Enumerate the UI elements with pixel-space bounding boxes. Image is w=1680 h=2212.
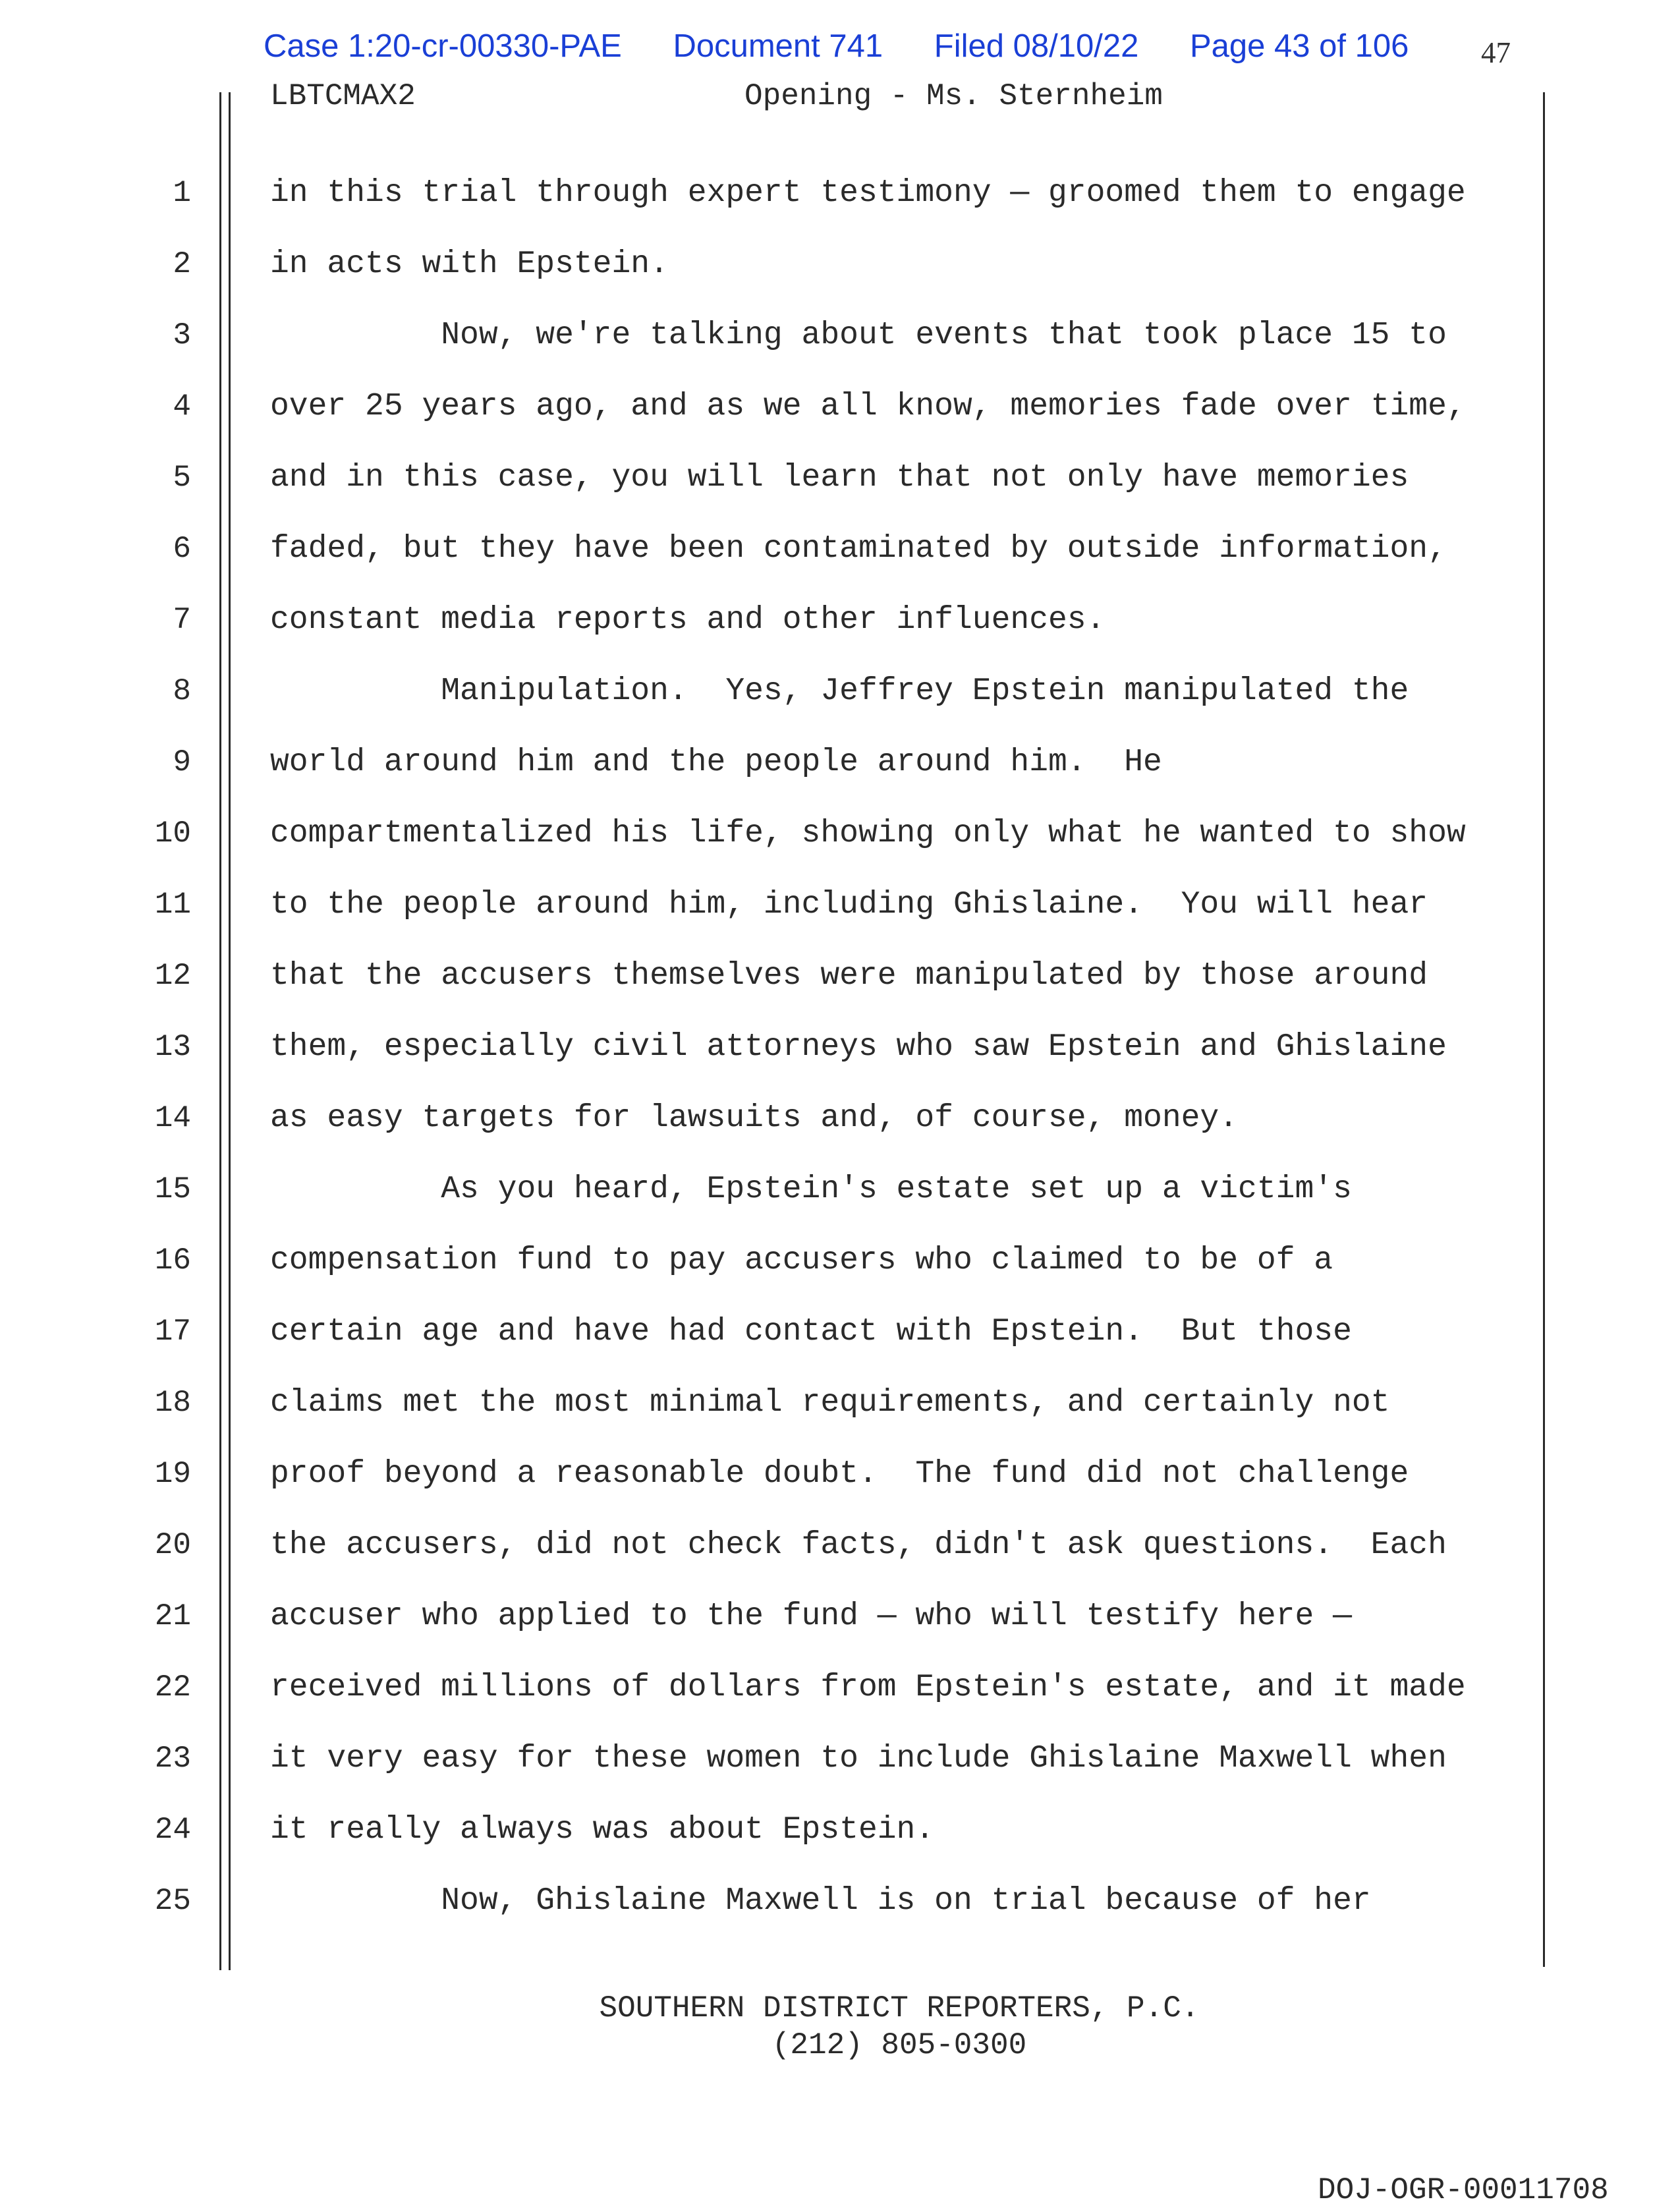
line-number: 23 — [154, 1742, 191, 1776]
reporter-footer — [0, 1990, 1680, 2064]
line-number: 18 — [154, 1386, 191, 1420]
transcript-line: As you heard, Epstein's estate set up a victim's — [270, 1172, 1352, 1207]
line-number: 20 — [154, 1528, 191, 1562]
reporter-phone: (212) 805-0300 — [771, 2028, 1027, 2062]
line-number: 14 — [154, 1101, 191, 1135]
transcript-body — [270, 174, 1528, 1953]
transcript-line: certain age and have had contact with Epstein. But those — [270, 1314, 1352, 1349]
running-head-title: Opening - Ms. Sternheim — [744, 79, 1163, 113]
bates-number: DOJ-OGR-00011708 — [1318, 2173, 1609, 2207]
filing-header — [264, 28, 1409, 65]
line-number: 16 — [154, 1243, 191, 1278]
transcript-line: claims met the most minimal requirements, and certainly not — [270, 1385, 1390, 1421]
transcript-line: over 25 years ago, and as we all know, memories fade over time, — [270, 389, 1466, 424]
reporter-name: SOUTHERN DISTRICT REPORTERS, P.C. — [599, 1991, 1200, 2026]
transcript-line: faded, but they have been contaminated by outside information, — [270, 531, 1447, 567]
transcript-line: received millions of dollars from Epstein's estate, and it made — [270, 1670, 1466, 1705]
line-number: 1 — [173, 176, 191, 210]
transcript-line: it very easy for these women to include Ghislaine Maxwell when — [270, 1741, 1447, 1776]
line-number: 6 — [173, 532, 191, 566]
line-number-column — [138, 174, 191, 1953]
page-count: Page 43 of 106 — [1189, 28, 1409, 64]
transcript-line: Now, Ghislaine Maxwell is on trial because of her — [270, 1883, 1371, 1919]
line-number: 21 — [154, 1599, 191, 1633]
transcript-line: world around him and the people around him. He — [270, 745, 1162, 780]
line-number: 25 — [154, 1884, 191, 1918]
line-number: 13 — [154, 1030, 191, 1064]
running-head-code: LBTCMAX2 — [270, 79, 416, 113]
case-number: Case 1:20-cr-00330-PAE — [264, 28, 622, 64]
line-number: 17 — [154, 1315, 191, 1349]
line-number: 8 — [173, 674, 191, 708]
document-number: Document 741 — [673, 28, 883, 64]
transcript-line: in this trial through expert testimony — groomed them to engage — [270, 175, 1466, 211]
line-number: 3 — [173, 318, 191, 353]
line-number: 5 — [173, 461, 191, 495]
line-number: 11 — [154, 888, 191, 922]
transcript-line: to the people around him, including Ghislaine. You will hear — [270, 887, 1428, 922]
right-margin-rule — [1543, 92, 1545, 1967]
original-page-number: 47 — [1481, 36, 1511, 69]
transcript-line: them, especially civil attorneys who saw Epstein and Ghislaine — [270, 1029, 1447, 1065]
line-number: 15 — [154, 1172, 191, 1206]
transcript-line: constant media reports and other influences. — [270, 602, 1106, 638]
transcript-line: in acts with Epstein. — [270, 246, 669, 282]
transcript-line: Manipulation. Yes, Jeffrey Epstein manipulated the — [270, 673, 1409, 709]
line-number: 10 — [154, 816, 191, 851]
left-margin-rule-inner — [229, 92, 231, 1970]
line-number: 2 — [173, 247, 191, 281]
line-number: 4 — [173, 389, 191, 424]
line-number: 9 — [173, 745, 191, 780]
line-number: 7 — [173, 603, 191, 637]
left-margin-rule-outer — [219, 92, 221, 1970]
line-number: 19 — [154, 1457, 191, 1491]
transcript-line: compensation fund to pay accusers who claimed to be of a — [270, 1243, 1333, 1278]
transcript-line: that the accusers themselves were manipulated by those around — [270, 958, 1428, 994]
transcript-line: and in this case, you will learn that not only have memories — [270, 460, 1409, 496]
transcript-line: accuser who applied to the fund — who will testify here — — [270, 1599, 1352, 1634]
transcript-line: it really always was about Epstein. — [270, 1812, 935, 1848]
line-number: 12 — [154, 959, 191, 993]
transcript-line: compartmentalized his life, showing only what he wanted to show — [270, 816, 1466, 851]
transcript-line: proof beyond a reasonable doubt. The fund did not challenge — [270, 1456, 1409, 1492]
line-number: 24 — [154, 1813, 191, 1847]
line-number: 22 — [154, 1670, 191, 1705]
transcript-line: Now, we're talking about events that took place 15 to — [270, 318, 1447, 353]
transcript-line: the accusers, did not check facts, didn't ask questions. Each — [270, 1527, 1447, 1563]
transcript-line: as easy targets for lawsuits and, of course, money. — [270, 1100, 1239, 1136]
filed-date: Filed 08/10/22 — [934, 28, 1139, 64]
